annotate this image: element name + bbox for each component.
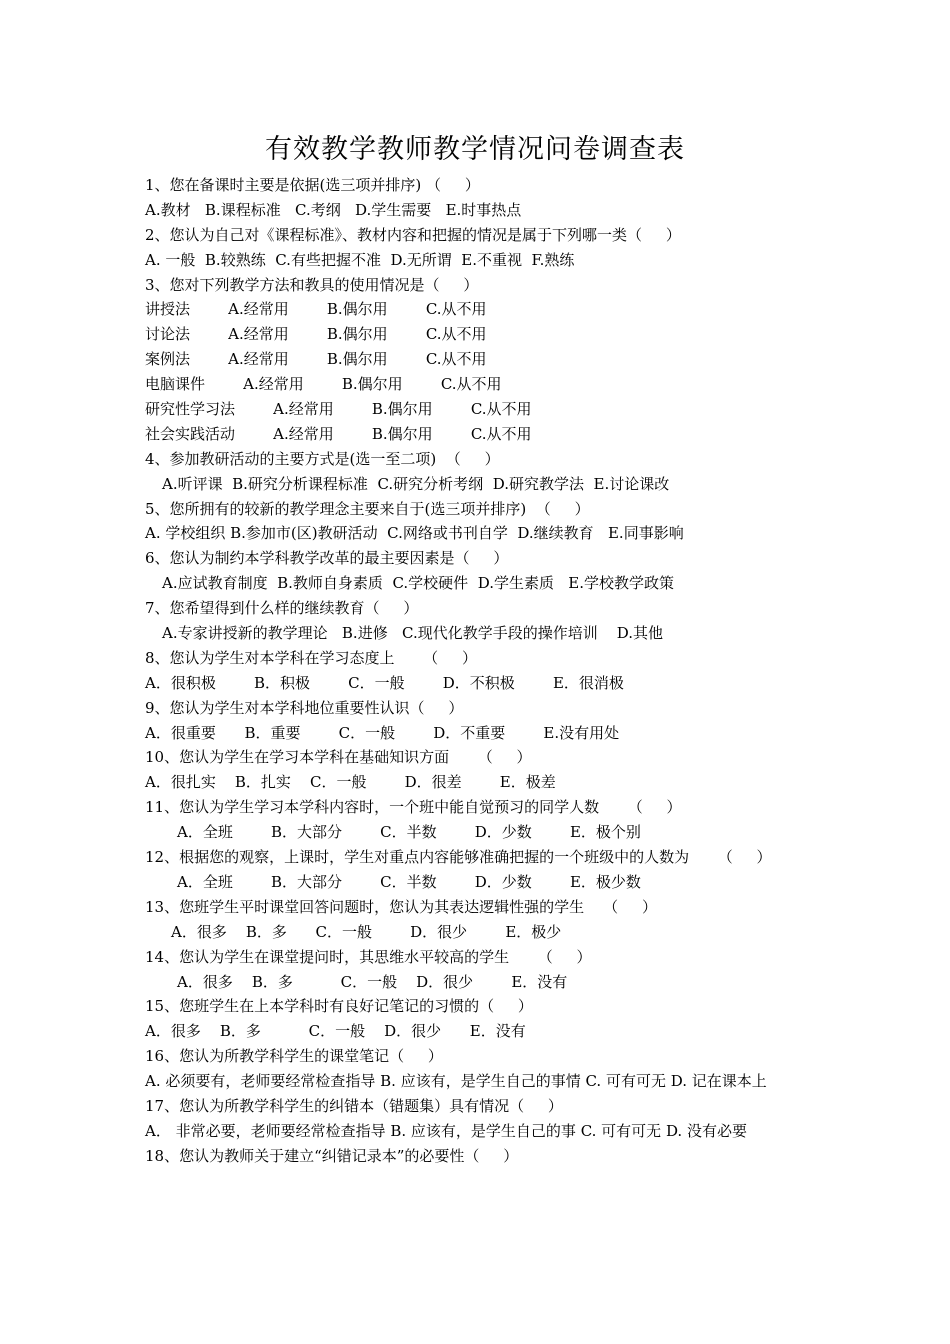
question-3-row-courseware: 电脑课件 A.经常用 B.偶尔用 C.从不用 xyxy=(145,375,502,394)
question-3-row-research: 研究性学习法 A.经常用 B.偶尔用 C.从不用 xyxy=(145,400,532,419)
question-3-row-practice: 社会实践活动 A.经常用 B.偶尔用 C.从不用 xyxy=(145,424,532,443)
question-17: 17、您认为所教学科学生的纠错本（错题集）具有情况（ ） xyxy=(145,1096,563,1115)
questionnaire-body xyxy=(145,173,811,1169)
question-10-options: A．很扎实 B．扎实 C．一般 D．很差 E．极差 xyxy=(145,773,556,792)
document-title: 有效教学教师教学情况问卷调查表 xyxy=(265,134,685,165)
question-7: 7、您希望得到什么样的继续教育（ ） xyxy=(145,599,419,618)
question-17-options: A． 非常必要，老师要经常检查指导 B. 应该有，是学生自己的事 C. 可有可无 D. 没有必要 xyxy=(145,1121,747,1140)
question-8: 8、您认为学生对本学科在学习态度上 （ ） xyxy=(145,648,477,667)
question-2: 2、您认为自己对《课程标准》、教材内容和把握的情况是属于下列哪一类（ ） xyxy=(145,225,681,244)
question-3: 3、您对下列教学方法和教具的使用情况是（ ） xyxy=(145,275,479,294)
question-11-options: A．全班 B．大部分 C．半数 D．少数 E．极个别 xyxy=(177,823,641,842)
question-13-options: A．很多 B．多 C．一般 D．很少 E．极少 xyxy=(171,922,562,941)
question-14: 14、您认为学生在课堂提问时，其思维水平较高的学生 （ ） xyxy=(145,947,592,966)
question-9-options: A．很重要 B．重要 C．一般 D．不重要 E.没有用处 xyxy=(145,723,620,742)
question-16: 16、您认为所教学科学生的课堂笔记（ ） xyxy=(145,1047,443,1066)
question-10: 10、您认为学生在学习本学科在基础知识方面 （ ） xyxy=(145,748,532,767)
question-13: 13、您班学生平时课堂回答问题时，您认为其表达逻辑性强的学生 （ ） xyxy=(145,897,658,916)
question-7-options: A.专家讲授新的教学理论 B.进修 C.现代化教学手段的操作培训 D.其他 xyxy=(162,624,664,643)
question-3-row-discussion: 讨论法 A.经常用 B.偶尔用 C.从不用 xyxy=(145,325,487,344)
question-2-options: A. 一般 B.较熟练 C.有些把握不准 D.无所谓 E.不重视 F.熟练 xyxy=(145,250,575,269)
question-6-options: A.应试教育制度 B.教师自身素质 C.学校硬件 D.学生素质 E.学校教学政策 xyxy=(162,574,674,593)
question-6: 6、您认为制约本学科教学改革的最主要因素是（ ） xyxy=(145,549,509,568)
question-15: 15、您班学生在上本学科时有良好记笔记的习惯的（ ） xyxy=(145,997,533,1016)
question-1: 1、您在备课时主要是依据(选三项并排序) （ ） xyxy=(145,176,480,194)
question-1-options: A.教材 B.课程标准 C.考纲 D.学生需要 E.时事热点 xyxy=(145,200,522,219)
question-9: 9、您认为学生对本学科地位重要性认识（ ） xyxy=(145,698,464,717)
question-14-options: A．很多 B．多 C．一般 D．很少 E．没有 xyxy=(177,972,568,991)
question-4-options: A.听评课 B.研究分析课程标准 C.研究分析考纲 D.研究教学法 E.讨论课改 xyxy=(162,474,670,493)
question-11: 11、您认为学生学习本学科内容时，一个班中能自觉预习的同学人数 （ ） xyxy=(145,798,682,817)
question-16-options: A. 必须要有，老师要经常检查指导 B. 应该有，是学生自己的事情 C. 可有可无 D. 记在课本上 xyxy=(145,1072,767,1091)
question-18: 18、您认为教师关于建立“纠错记录本”的必要性（ ） xyxy=(145,1146,519,1165)
question-5: 5、您所拥有的较新的教学理念主要来自于(选三项并排序) （ ） xyxy=(145,499,590,518)
question-12-options: A．全班 B．大部分 C．半数 D．少数 E．极少数 xyxy=(177,872,641,891)
question-3-row-case: 案例法 A.经常用 B.偶尔用 C.从不用 xyxy=(145,350,487,369)
question-12: 12、根据您的观察，上课时，学生对重点内容能够准确把握的一个班级中的人数为 （ ） xyxy=(145,848,772,867)
question-15-options: A．很多 B．多 C．一般 D．很少 E．没有 xyxy=(145,1022,526,1041)
question-4: 4、参加教研活动的主要方式是(选一至二项) （ ） xyxy=(145,449,500,468)
question-8-options: A．很积极 B．积极 C．一般 D．不积极 E．很消极 xyxy=(145,673,624,692)
question-3-row-lecture: 讲授法 A.经常用 B.偶尔用 C.从不用 xyxy=(145,300,487,319)
question-5-options: A. 学校组织 B.参加市(区)教研活动 C.网络或书刊自学 D.继续教育 E.同事影响 xyxy=(145,524,684,543)
